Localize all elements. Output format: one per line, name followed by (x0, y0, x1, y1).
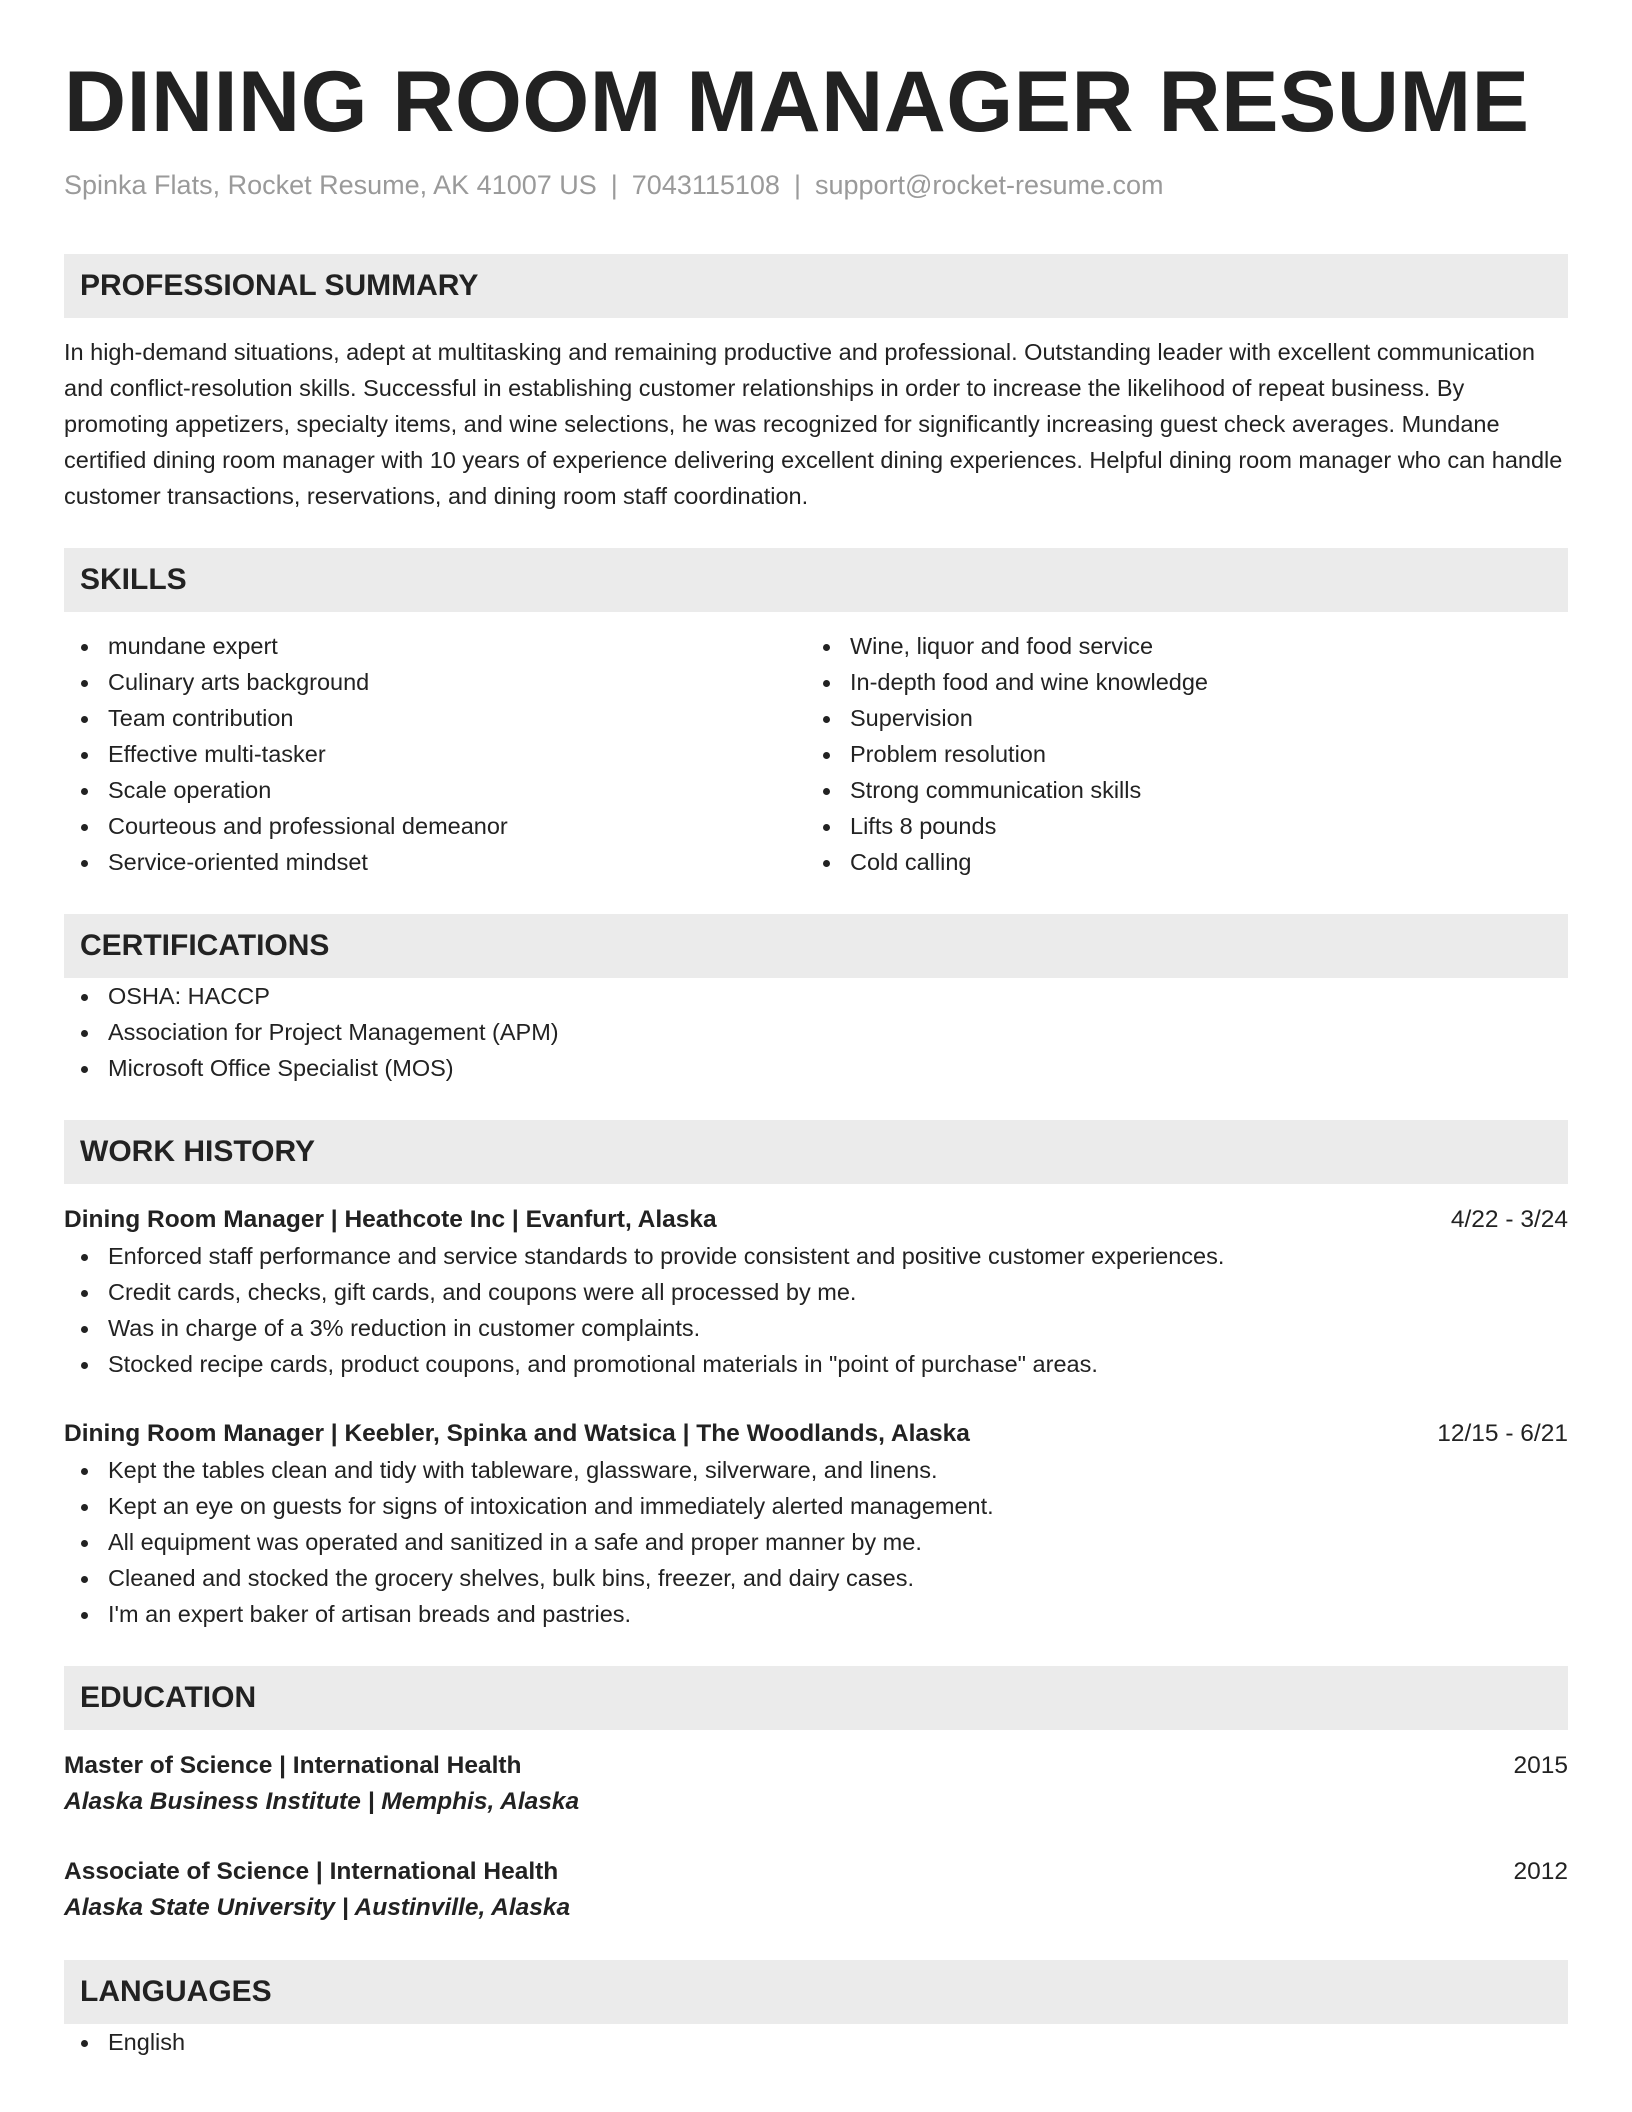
job-duty: Cleaned and stocked the grocery shelves, bulk bins, freezer, and dairy cases. (64, 1560, 1568, 1596)
section-heading-certifications: CERTIFICATIONS (64, 914, 1568, 978)
resume-page (64, 50, 1568, 2060)
job-duty: Stocked recipe cards, product coupons, and promotional materials in "point of purchase" areas. (64, 1346, 1568, 1382)
education-school: Alaska Business Institute | Memphis, Alaska (64, 1788, 580, 1815)
resume-title: DINING ROOM MANAGER RESUME (64, 54, 1530, 150)
skills-list-right (806, 628, 1548, 880)
job-duty: Was in charge of a 3% reduction in customer complaints. (64, 1310, 1568, 1346)
section-heading-education: EDUCATION (64, 1666, 1568, 1730)
certification-item: Microsoft Office Specialist (MOS) (64, 1050, 1568, 1086)
skill-item: Supervision (806, 700, 1548, 736)
skill-item: In-depth food and wine knowledge (806, 664, 1548, 700)
job-title: Dining Room Manager | Keebler, Spinka and Watsica | The Woodlands, Alaska (64, 1420, 970, 1447)
skill-item: Effective multi-tasker (64, 736, 806, 772)
skills-columns (64, 628, 1568, 880)
contact-separator: | (610, 170, 618, 200)
job-duty: Credit cards, checks, gift cards, and coupons were all processed by me. (64, 1274, 1568, 1310)
education-header (64, 1748, 1568, 1784)
certification-item: OSHA: HACCP (64, 978, 1568, 1014)
skill-item: Culinary arts background (64, 664, 806, 700)
skill-item: Team contribution (64, 700, 806, 736)
job-duty: All equipment was operated and sanitized in a safe and proper manner by me. (64, 1524, 1568, 1560)
skill-item: Scale operation (64, 772, 806, 808)
job-duty: Enforced staff performance and service standards to provide consistent and positive customer experiences. (64, 1238, 1568, 1274)
education-header (64, 1854, 1568, 1890)
job-duty: I'm an expert baker of artisan breads and pastries. (64, 1596, 1568, 1632)
contact-address: Spinka Flats, Rocket Resume, AK 41007 US (64, 170, 597, 200)
certifications-list (64, 978, 1568, 1086)
education-degree: Master of Science | International Health (64, 1752, 522, 1779)
section-heading-summary: PROFESSIONAL SUMMARY (64, 254, 1568, 318)
contact-separator: | (793, 170, 801, 200)
job-duty: Kept the tables clean and tidy with tableware, glassware, silverware, and linens. (64, 1452, 1568, 1488)
section-heading-languages: LANGUAGES (64, 1960, 1568, 2024)
language-item: English (64, 2024, 1568, 2060)
education-year: 2012 (1513, 1858, 1568, 1885)
education-year: 2015 (1513, 1752, 1568, 1779)
skills-list-left (64, 628, 806, 880)
job-dates: 4/22 - 3/24 (1450, 1206, 1568, 1233)
skill-item: Service-oriented mindset (64, 844, 806, 880)
contact-email: support@rocket-resume.com (814, 170, 1164, 200)
job-duty: Kept an eye on guests for signs of intoxication and immediately alerted management. (64, 1488, 1568, 1524)
skill-item: Problem resolution (806, 736, 1548, 772)
skill-item: Courteous and professional demeanor (64, 808, 806, 844)
skill-item: Lifts 8 pounds (806, 808, 1548, 844)
job-duties-list (64, 1452, 1568, 1632)
job-dates: 12/15 - 6/21 (1437, 1420, 1568, 1447)
job-duties-list (64, 1238, 1568, 1382)
skill-item: Wine, liquor and food service (806, 628, 1548, 664)
job-header (64, 1202, 1568, 1238)
education-degree: Associate of Science | International Health (64, 1858, 559, 1885)
summary-text: In high-demand situations, adept at multitasking and remaining productive and professional. Outstanding leader with excellent communication and conflict-resolution skills. Successful in establishing customer relationships in order to increase the likelihood of repeat business. By promoting appetizers, specialty items, and wine selections, he was recognized for significantly increasing guest check averages. Mundane certified dining room manager with 10 years of experience delivering excellent dining experiences. Helpful dining room manager who can handle customer transactions, reservations, and dining room staff coordination. (64, 339, 1563, 509)
job-title: Dining Room Manager | Heathcote Inc | Evanfurt, Alaska (64, 1206, 717, 1233)
certification-item: Association for Project Management (APM) (64, 1014, 1568, 1050)
education-school: Alaska State University | Austinville, Alaska (64, 1894, 571, 1921)
skill-item: mundane expert (64, 628, 806, 664)
section-heading-work-history: WORK HISTORY (64, 1120, 1568, 1184)
education-entry (64, 1854, 1568, 1926)
contact-line (64, 168, 1568, 202)
job-header (64, 1416, 1568, 1452)
skill-item: Strong communication skills (806, 772, 1548, 808)
languages-list (64, 2024, 1568, 2060)
section-heading-skills: SKILLS (64, 548, 1568, 612)
skill-item: Cold calling (806, 844, 1548, 880)
contact-phone: 7043115108 (631, 170, 780, 200)
education-entry (64, 1748, 1568, 1820)
